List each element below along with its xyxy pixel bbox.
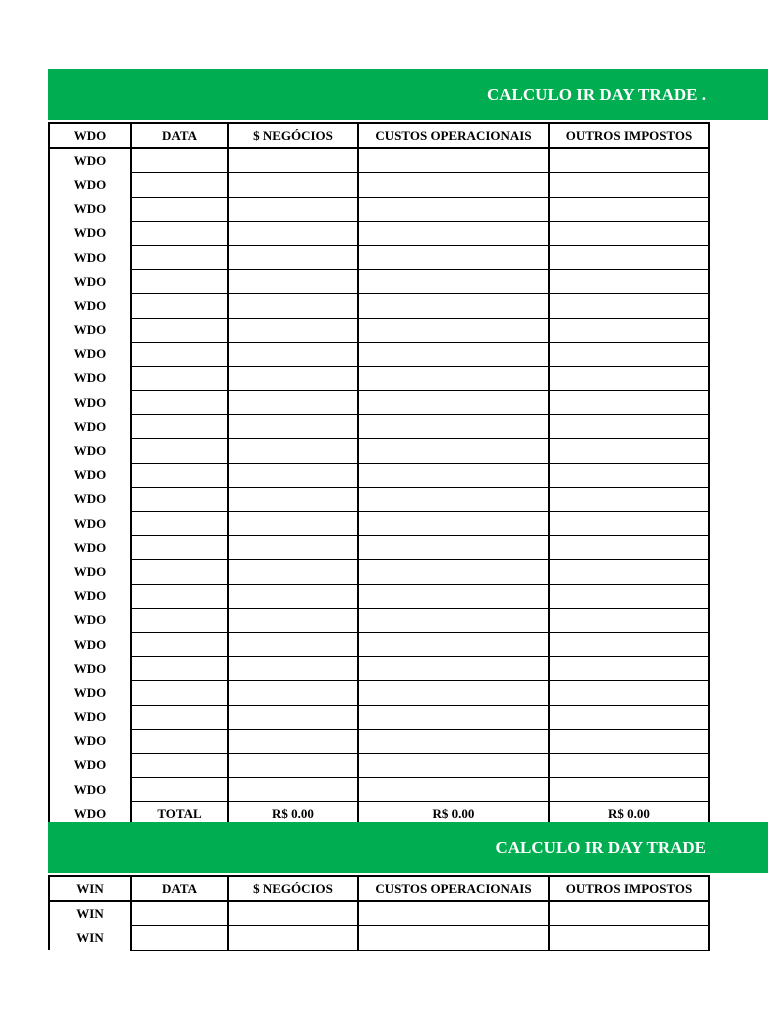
outros-cell[interactable] xyxy=(549,173,709,197)
data-cell[interactable] xyxy=(131,729,228,753)
data-cell[interactable] xyxy=(131,342,228,366)
outros-cell[interactable] xyxy=(549,463,709,487)
table-row xyxy=(49,148,709,173)
outros-cell[interactable] xyxy=(549,318,709,342)
outros-cell[interactable] xyxy=(549,705,709,729)
column-header-custos: CUSTOS OPERACIONAIS xyxy=(358,876,549,901)
table-row xyxy=(49,415,709,439)
row-asset-label: WDO xyxy=(49,197,131,221)
negocios-cell[interactable] xyxy=(228,270,358,294)
table-row xyxy=(49,657,709,681)
data-cell[interactable] xyxy=(131,148,228,173)
column-header-negocios: $ NEGÓCIOS xyxy=(228,876,358,901)
negocios-cell[interactable] xyxy=(228,366,358,390)
data-cell[interactable] xyxy=(131,270,228,294)
negocios-cell[interactable] xyxy=(228,245,358,269)
custos-cell[interactable] xyxy=(358,415,549,439)
section-title-win: CALCULO IR DAY TRADE xyxy=(495,837,706,857)
table-row xyxy=(49,901,709,926)
row-asset-label: WDO xyxy=(49,487,131,511)
column-header-custos: CUSTOS OPERACIONAIS xyxy=(358,123,549,148)
table-row xyxy=(49,221,709,245)
row-asset-label: WDO xyxy=(49,245,131,269)
outros-cell[interactable] xyxy=(549,608,709,632)
table-row xyxy=(49,778,709,802)
row-asset-label: WDO xyxy=(49,221,131,245)
negocios-cell[interactable] xyxy=(228,632,358,656)
data-cell[interactable] xyxy=(131,391,228,415)
outros-cell[interactable] xyxy=(549,487,709,511)
data-cell[interactable] xyxy=(131,245,228,269)
custos-cell[interactable] xyxy=(358,391,549,415)
outros-cell[interactable] xyxy=(549,657,709,681)
row-asset-label: WDO xyxy=(49,173,131,197)
data-cell[interactable] xyxy=(131,512,228,536)
outros-cell[interactable] xyxy=(549,632,709,656)
outros-cell[interactable] xyxy=(549,584,709,608)
row-asset-label: WDO xyxy=(49,729,131,753)
data-cell[interactable] xyxy=(131,926,228,950)
outros-cell[interactable] xyxy=(549,221,709,245)
outros-cell[interactable] xyxy=(549,197,709,221)
negocios-cell[interactable] xyxy=(228,148,358,173)
data-cell[interactable] xyxy=(131,657,228,681)
row-asset-label: WDO xyxy=(49,366,131,390)
header-row xyxy=(49,876,709,901)
table-row xyxy=(49,584,709,608)
outros-cell[interactable] xyxy=(549,778,709,802)
outros-cell[interactable] xyxy=(549,391,709,415)
negocios-cell[interactable] xyxy=(228,512,358,536)
section-banner-wdo xyxy=(48,69,768,120)
table-row xyxy=(49,512,709,536)
negocios-cell[interactable] xyxy=(228,294,358,318)
table-row xyxy=(49,318,709,342)
table-row xyxy=(49,245,709,269)
table-row xyxy=(49,632,709,656)
outros-cell[interactable] xyxy=(549,926,709,950)
table-row xyxy=(49,294,709,318)
data-cell[interactable] xyxy=(131,560,228,584)
negocios-cell[interactable] xyxy=(228,439,358,463)
outros-cell[interactable] xyxy=(549,245,709,269)
custos-cell[interactable] xyxy=(358,778,549,802)
negocios-cell[interactable] xyxy=(228,729,358,753)
section-title-wdo: CALCULO IR DAY TRADE . xyxy=(487,84,706,104)
row-asset-label: WDO xyxy=(49,148,131,173)
outros-cell[interactable] xyxy=(549,536,709,560)
negocios-cell[interactable] xyxy=(228,926,358,950)
total-outros-value: R$ 0.00 xyxy=(549,802,709,827)
custos-cell[interactable] xyxy=(358,221,549,245)
outros-cell[interactable] xyxy=(549,294,709,318)
negocios-cell[interactable] xyxy=(228,391,358,415)
outros-cell[interactable] xyxy=(549,439,709,463)
row-asset-label: WDO xyxy=(49,463,131,487)
data-cell[interactable] xyxy=(131,221,228,245)
row-asset-label: WDO xyxy=(49,778,131,802)
custos-cell[interactable] xyxy=(358,318,549,342)
row-asset-label: WDO xyxy=(49,632,131,656)
row-asset-label: WDO xyxy=(49,681,131,705)
table-row xyxy=(49,463,709,487)
custos-cell[interactable] xyxy=(358,463,549,487)
row-asset-label: WDO xyxy=(49,342,131,366)
outros-cell[interactable] xyxy=(549,342,709,366)
custos-cell[interactable] xyxy=(358,487,549,511)
row-asset-label: WDO xyxy=(49,608,131,632)
data-cell[interactable] xyxy=(131,318,228,342)
column-header-negocios: $ NEGÓCIOS xyxy=(228,123,358,148)
custos-cell[interactable] xyxy=(358,584,549,608)
row-asset-label: WDO xyxy=(49,270,131,294)
total-row-label: WDO xyxy=(49,802,131,827)
custos-cell[interactable] xyxy=(358,342,549,366)
row-asset-label: WDO xyxy=(49,560,131,584)
table-row xyxy=(49,366,709,390)
column-header-data: DATA xyxy=(131,876,228,901)
custos-cell[interactable] xyxy=(358,270,549,294)
custos-cell[interactable] xyxy=(358,632,549,656)
table-row xyxy=(49,342,709,366)
outros-cell[interactable] xyxy=(549,729,709,753)
column-header-outros: OUTROS IMPOSTOS xyxy=(549,123,709,148)
row-asset-label: WIN xyxy=(49,901,131,926)
negocios-cell[interactable] xyxy=(228,584,358,608)
table-row xyxy=(49,926,709,950)
row-asset-label: WDO xyxy=(49,705,131,729)
section-banner-win xyxy=(48,822,768,873)
negocios-cell[interactable] xyxy=(228,318,358,342)
header-row xyxy=(49,123,709,148)
row-asset-label: WDO xyxy=(49,536,131,560)
data-cell[interactable] xyxy=(131,778,228,802)
data-cell[interactable] xyxy=(131,753,228,777)
row-asset-label: WIN xyxy=(49,926,131,950)
custos-cell[interactable] xyxy=(358,681,549,705)
row-asset-label: WDO xyxy=(49,657,131,681)
negocios-cell[interactable] xyxy=(228,342,358,366)
custos-cell[interactable] xyxy=(358,197,549,221)
column-header-outros: OUTROS IMPOSTOS xyxy=(549,876,709,901)
outros-cell[interactable] xyxy=(549,270,709,294)
negocios-cell[interactable] xyxy=(228,415,358,439)
data-cell[interactable] xyxy=(131,415,228,439)
negocios-cell[interactable] xyxy=(228,778,358,802)
row-asset-label: WDO xyxy=(49,753,131,777)
data-cell[interactable] xyxy=(131,608,228,632)
table-row xyxy=(49,487,709,511)
custos-cell[interactable] xyxy=(358,753,549,777)
data-cell[interactable] xyxy=(131,197,228,221)
table-row xyxy=(49,270,709,294)
custos-cell[interactable] xyxy=(358,705,549,729)
row-asset-label: WDO xyxy=(49,439,131,463)
custos-cell[interactable] xyxy=(358,729,549,753)
negocios-cell[interactable] xyxy=(228,681,358,705)
negocios-cell[interactable] xyxy=(228,536,358,560)
custos-cell[interactable] xyxy=(358,512,549,536)
outros-cell[interactable] xyxy=(549,560,709,584)
row-asset-label: WDO xyxy=(49,584,131,608)
custos-cell[interactable] xyxy=(358,657,549,681)
custos-cell[interactable] xyxy=(358,245,549,269)
negocios-cell[interactable] xyxy=(228,753,358,777)
data-cell[interactable] xyxy=(131,705,228,729)
custos-cell[interactable] xyxy=(358,608,549,632)
custos-cell[interactable] xyxy=(358,294,549,318)
row-asset-label: WDO xyxy=(49,294,131,318)
data-cell[interactable] xyxy=(131,366,228,390)
custos-cell[interactable] xyxy=(358,366,549,390)
negocios-cell[interactable] xyxy=(228,197,358,221)
table-row xyxy=(49,536,709,560)
table-row xyxy=(49,197,709,221)
custos-cell[interactable] xyxy=(358,536,549,560)
row-asset-label: WDO xyxy=(49,391,131,415)
win-table xyxy=(48,875,710,951)
data-cell[interactable] xyxy=(131,439,228,463)
total-label: TOTAL xyxy=(131,802,228,827)
table-row xyxy=(49,391,709,415)
data-cell[interactable] xyxy=(131,294,228,318)
row-asset-label: WDO xyxy=(49,415,131,439)
outros-cell[interactable] xyxy=(549,415,709,439)
negocios-cell[interactable] xyxy=(228,560,358,584)
negocios-cell[interactable] xyxy=(228,705,358,729)
data-cell[interactable] xyxy=(131,487,228,511)
table-row xyxy=(49,173,709,197)
data-cell[interactable] xyxy=(131,584,228,608)
table-row xyxy=(49,560,709,584)
negocios-cell[interactable] xyxy=(228,173,358,197)
custos-cell[interactable] xyxy=(358,439,549,463)
outros-cell[interactable] xyxy=(549,512,709,536)
column-header-asset: WDO xyxy=(49,123,131,148)
outros-cell[interactable] xyxy=(549,366,709,390)
data-cell[interactable] xyxy=(131,901,228,926)
total-custos-value: R$ 0.00 xyxy=(358,802,549,827)
negocios-cell[interactable] xyxy=(228,901,358,926)
outros-cell[interactable] xyxy=(549,148,709,173)
table-row xyxy=(49,439,709,463)
negocios-cell[interactable] xyxy=(228,657,358,681)
wdo-table xyxy=(48,122,710,827)
table-row xyxy=(49,681,709,705)
column-header-asset: WIN xyxy=(49,876,131,901)
negocios-cell[interactable] xyxy=(228,463,358,487)
data-cell[interactable] xyxy=(131,632,228,656)
outros-cell[interactable] xyxy=(549,681,709,705)
total-negocios-value: R$ 0.00 xyxy=(228,802,358,827)
row-asset-label: WDO xyxy=(49,512,131,536)
row-asset-label: WDO xyxy=(49,318,131,342)
table-row xyxy=(49,753,709,777)
outros-cell[interactable] xyxy=(549,901,709,926)
table-row xyxy=(49,705,709,729)
custos-cell[interactable] xyxy=(358,901,549,926)
negocios-cell[interactable] xyxy=(228,487,358,511)
table-row xyxy=(49,729,709,753)
outros-cell[interactable] xyxy=(549,753,709,777)
data-cell[interactable] xyxy=(131,173,228,197)
negocios-cell[interactable] xyxy=(228,608,358,632)
data-cell[interactable] xyxy=(131,681,228,705)
custos-cell[interactable] xyxy=(358,560,549,584)
table-row xyxy=(49,608,709,632)
custos-cell[interactable] xyxy=(358,173,549,197)
negocios-cell[interactable] xyxy=(228,221,358,245)
data-cell[interactable] xyxy=(131,463,228,487)
data-cell[interactable] xyxy=(131,536,228,560)
column-header-data: DATA xyxy=(131,123,228,148)
custos-cell[interactable] xyxy=(358,148,549,173)
custos-cell[interactable] xyxy=(358,926,549,950)
